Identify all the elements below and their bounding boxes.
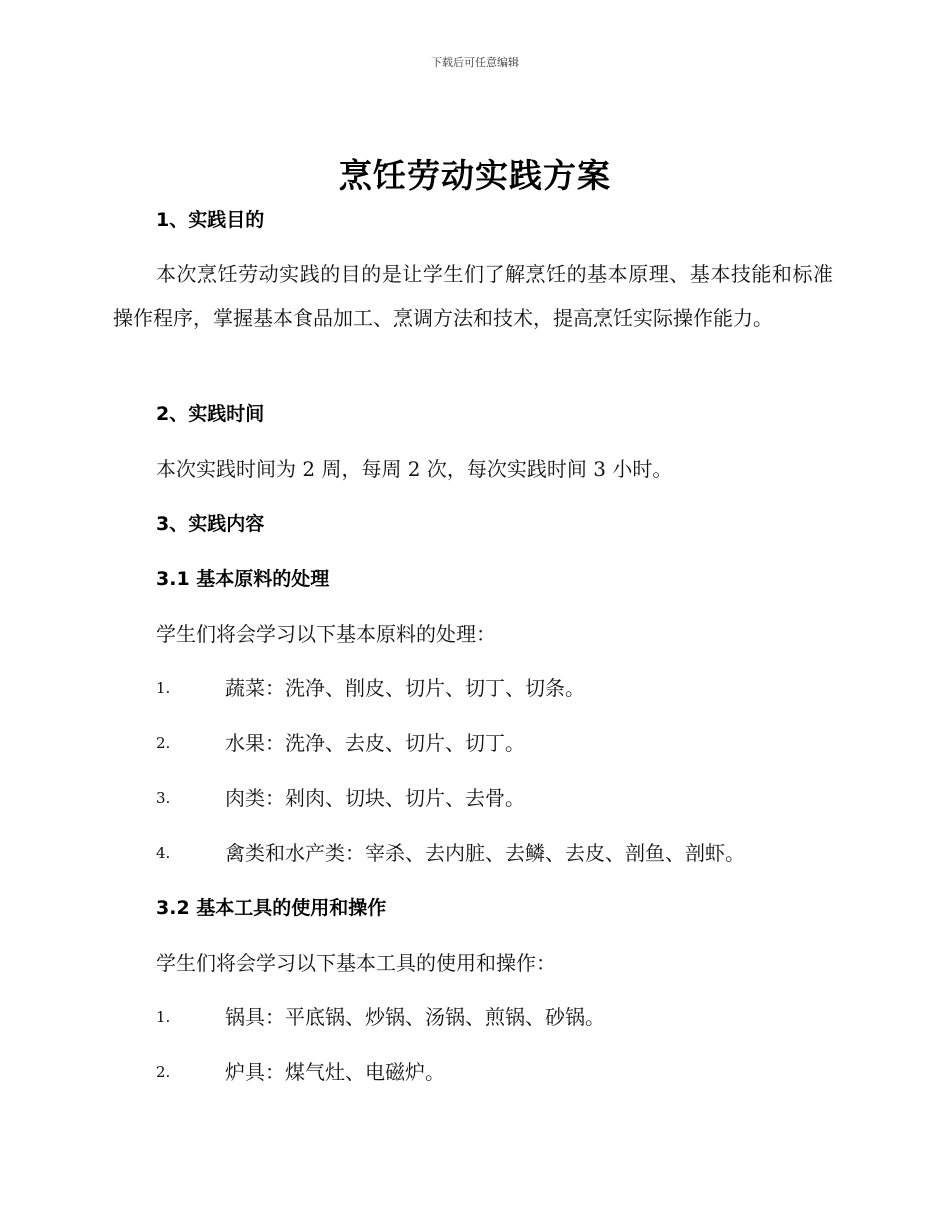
list-text: 锅具：平底锅、炒锅、汤锅、煎锅、砂锅。 [225,1005,605,1029]
header-note: 下载后可任意编辑 [431,56,519,69]
intro-tools: 学生们将会学习以下基本工具的使用和操作： [156,951,556,975]
list-number: 1. [156,1008,171,1026]
intro-materials: 学生们将会学习以下基本原料的处理： [156,622,496,646]
document-title: 烹饪劳动实践方案 [339,156,611,195]
list-item [156,840,856,866]
section-heading-time: 2、实践时间 [156,403,265,425]
list-text: 水果：洗净、去皮、切片、切丁。 [225,731,525,755]
list-text: 禽类和水产类：宰杀、去内脏、去鳞、去皮、剖鱼、剖虾。 [225,841,745,865]
list-text: 炉具：煤气灶、电磁炉。 [225,1060,445,1084]
paragraph-time: 本次实践时间为 2 周，每周 2 次，每次实践时间 3 小时。 [156,457,673,481]
subsection-heading-tools: 3.2 基本工具的使用和操作 [156,897,387,919]
list-text: 肉类：剁肉、切块、切片、去骨。 [225,786,525,810]
list-item [156,730,856,756]
section-heading-purpose: 1、实践目的 [156,209,265,231]
list-number: 3. [156,789,171,807]
paragraph-purpose: 本次烹饪劳动实践的目的是让学生们了解烹饪的基本原理、基本技能和标准操作程序，掌握基本食品加工、烹调方法和技术，提高烹饪实际操作能力。 [113,262,833,330]
list-item [156,1004,856,1030]
list-text: 蔬菜：洗净、削皮、切片、切丁、切条。 [225,676,585,700]
list-number: 2. [156,734,171,752]
list-item [156,785,856,811]
list-item [156,1059,856,1085]
section-heading-content: 3、实践内容 [156,513,265,535]
list-number: 4. [156,844,171,862]
list-number: 2. [156,1063,171,1081]
list-number: 1. [156,679,171,697]
list-item [156,675,856,701]
subsection-heading-materials: 3.1 基本原料的处理 [156,568,330,590]
